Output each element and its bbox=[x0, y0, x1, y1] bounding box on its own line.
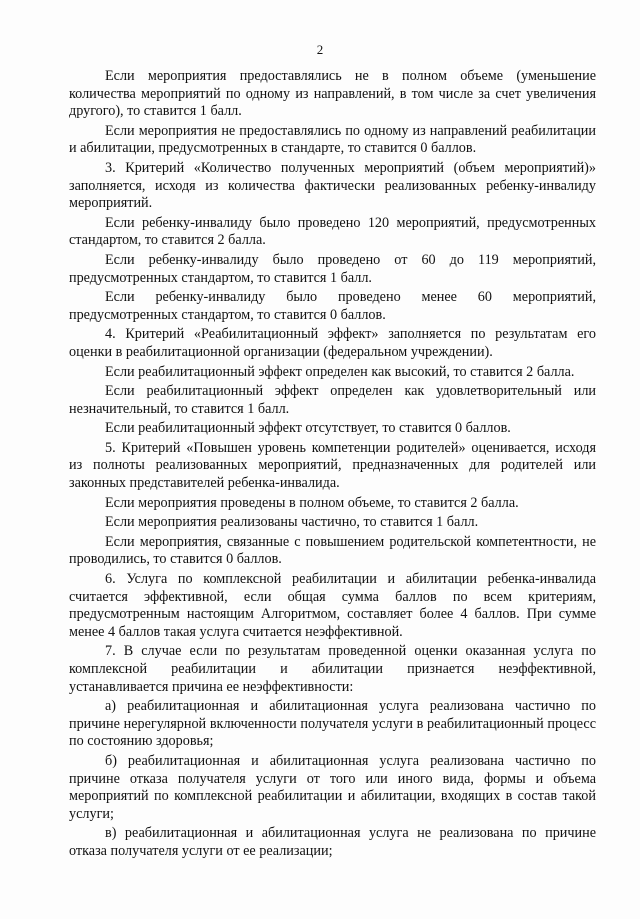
paragraph: 6. Услуга по комплексной реабилитации и абилитации ребенка-инвалида считается эффективной, если общая сумма баллов по всем критериям, предусмотренным настоящим Алгоритмом, составляет более 4 баллов. При сумме менее 4 баллов такая услуга считается неэффективной. bbox=[69, 571, 596, 640]
paragraph: а) реабилитационная и абилитационная услуга реализована частично по причине нерегулярной включенности получателя услуги в реабилитационный процесс по состоянию здоровья; bbox=[69, 698, 596, 750]
paragraph: в) реабилитационная и абилитационная услуга не реализована по причине отказа получателя услуги от ее реализации; bbox=[69, 825, 596, 859]
paragraph: 4. Критерий «Реабилитационный эффект» заполняется по результатам его оценки в реабилитационной организации (федеральном учреждении). bbox=[69, 326, 596, 360]
paragraph: 7. В случае если по результатам проведенной оценки оказанная услуга по комплексной реабилитации и абилитации признается неэффективной, устанавливается причина ее неэффективности: bbox=[69, 643, 596, 695]
paragraph: Если ребенку-инвалиду было проведено менее 60 мероприятий, предусмотренных стандартом, то ставится 0 баллов. bbox=[69, 289, 596, 323]
document-body bbox=[69, 68, 596, 863]
paragraph: Если мероприятия, связанные с повышением родительской компетентности, не проводились, то ставится 0 баллов. bbox=[69, 533, 596, 568]
paragraph: Если реабилитационный эффект отсутствует, то ставится 0 баллов. bbox=[105, 420, 511, 437]
paragraph: Если реабилитационный эффект определен как высокий, то ставится 2 балла. bbox=[105, 363, 575, 380]
paragraph: Если ребенку-инвалиду было проведено от 60 до 119 мероприятий, предусмотренных стандартом, то ставится 1 балл. bbox=[69, 251, 596, 286]
paragraph: Если мероприятия не предоставлялись по одному из направлений реабилитации и абилитации, предусмотренных в стандарте, то ставится 0 баллов. bbox=[69, 122, 596, 157]
paragraph: 5. Критерий «Повышен уровень компетенции родителей» оценивается, исходя из полноты реализованных мероприятий, предназначенных для родителей или законных представителей ребенка-инвалида. bbox=[69, 439, 596, 492]
paragraph: 3. Критерий «Количество полученных мероприятий (объем мероприятий)» заполняется, исходя из количества фактически реализованных ребенку-инвалиду мероприятий. bbox=[69, 159, 596, 212]
paragraph: Если ребенку-инвалиду было проведено 120 мероприятий, предусмотренных стандартом, то ставится 2 балла. bbox=[69, 214, 596, 249]
paragraph: Если мероприятия проведены в полном объеме, то ставится 2 балла. bbox=[105, 494, 519, 511]
paragraph: Если мероприятия реализованы частично, то ставится 1 балл. bbox=[105, 514, 479, 531]
page-number: 2 bbox=[316, 42, 324, 57]
paragraph: Если мероприятия предоставлялись не в полном объеме (уменьшение количества мероприятий по одному из направлений, в том числе за счет увеличения другого), то ставится 1 балл. bbox=[69, 68, 596, 120]
paragraph: Если реабилитационный эффект определен как удовлетворительный или незначительный, то ставится 1 балл. bbox=[69, 383, 596, 417]
paragraph: б) реабилитационная и абилитационная услуга реализована частично по причине отказа получателя услуги от того или иного вида, формы и объема мероприятий по комплексной реабилитации и абилитации, входящих в состав такой услуги; bbox=[69, 752, 596, 822]
